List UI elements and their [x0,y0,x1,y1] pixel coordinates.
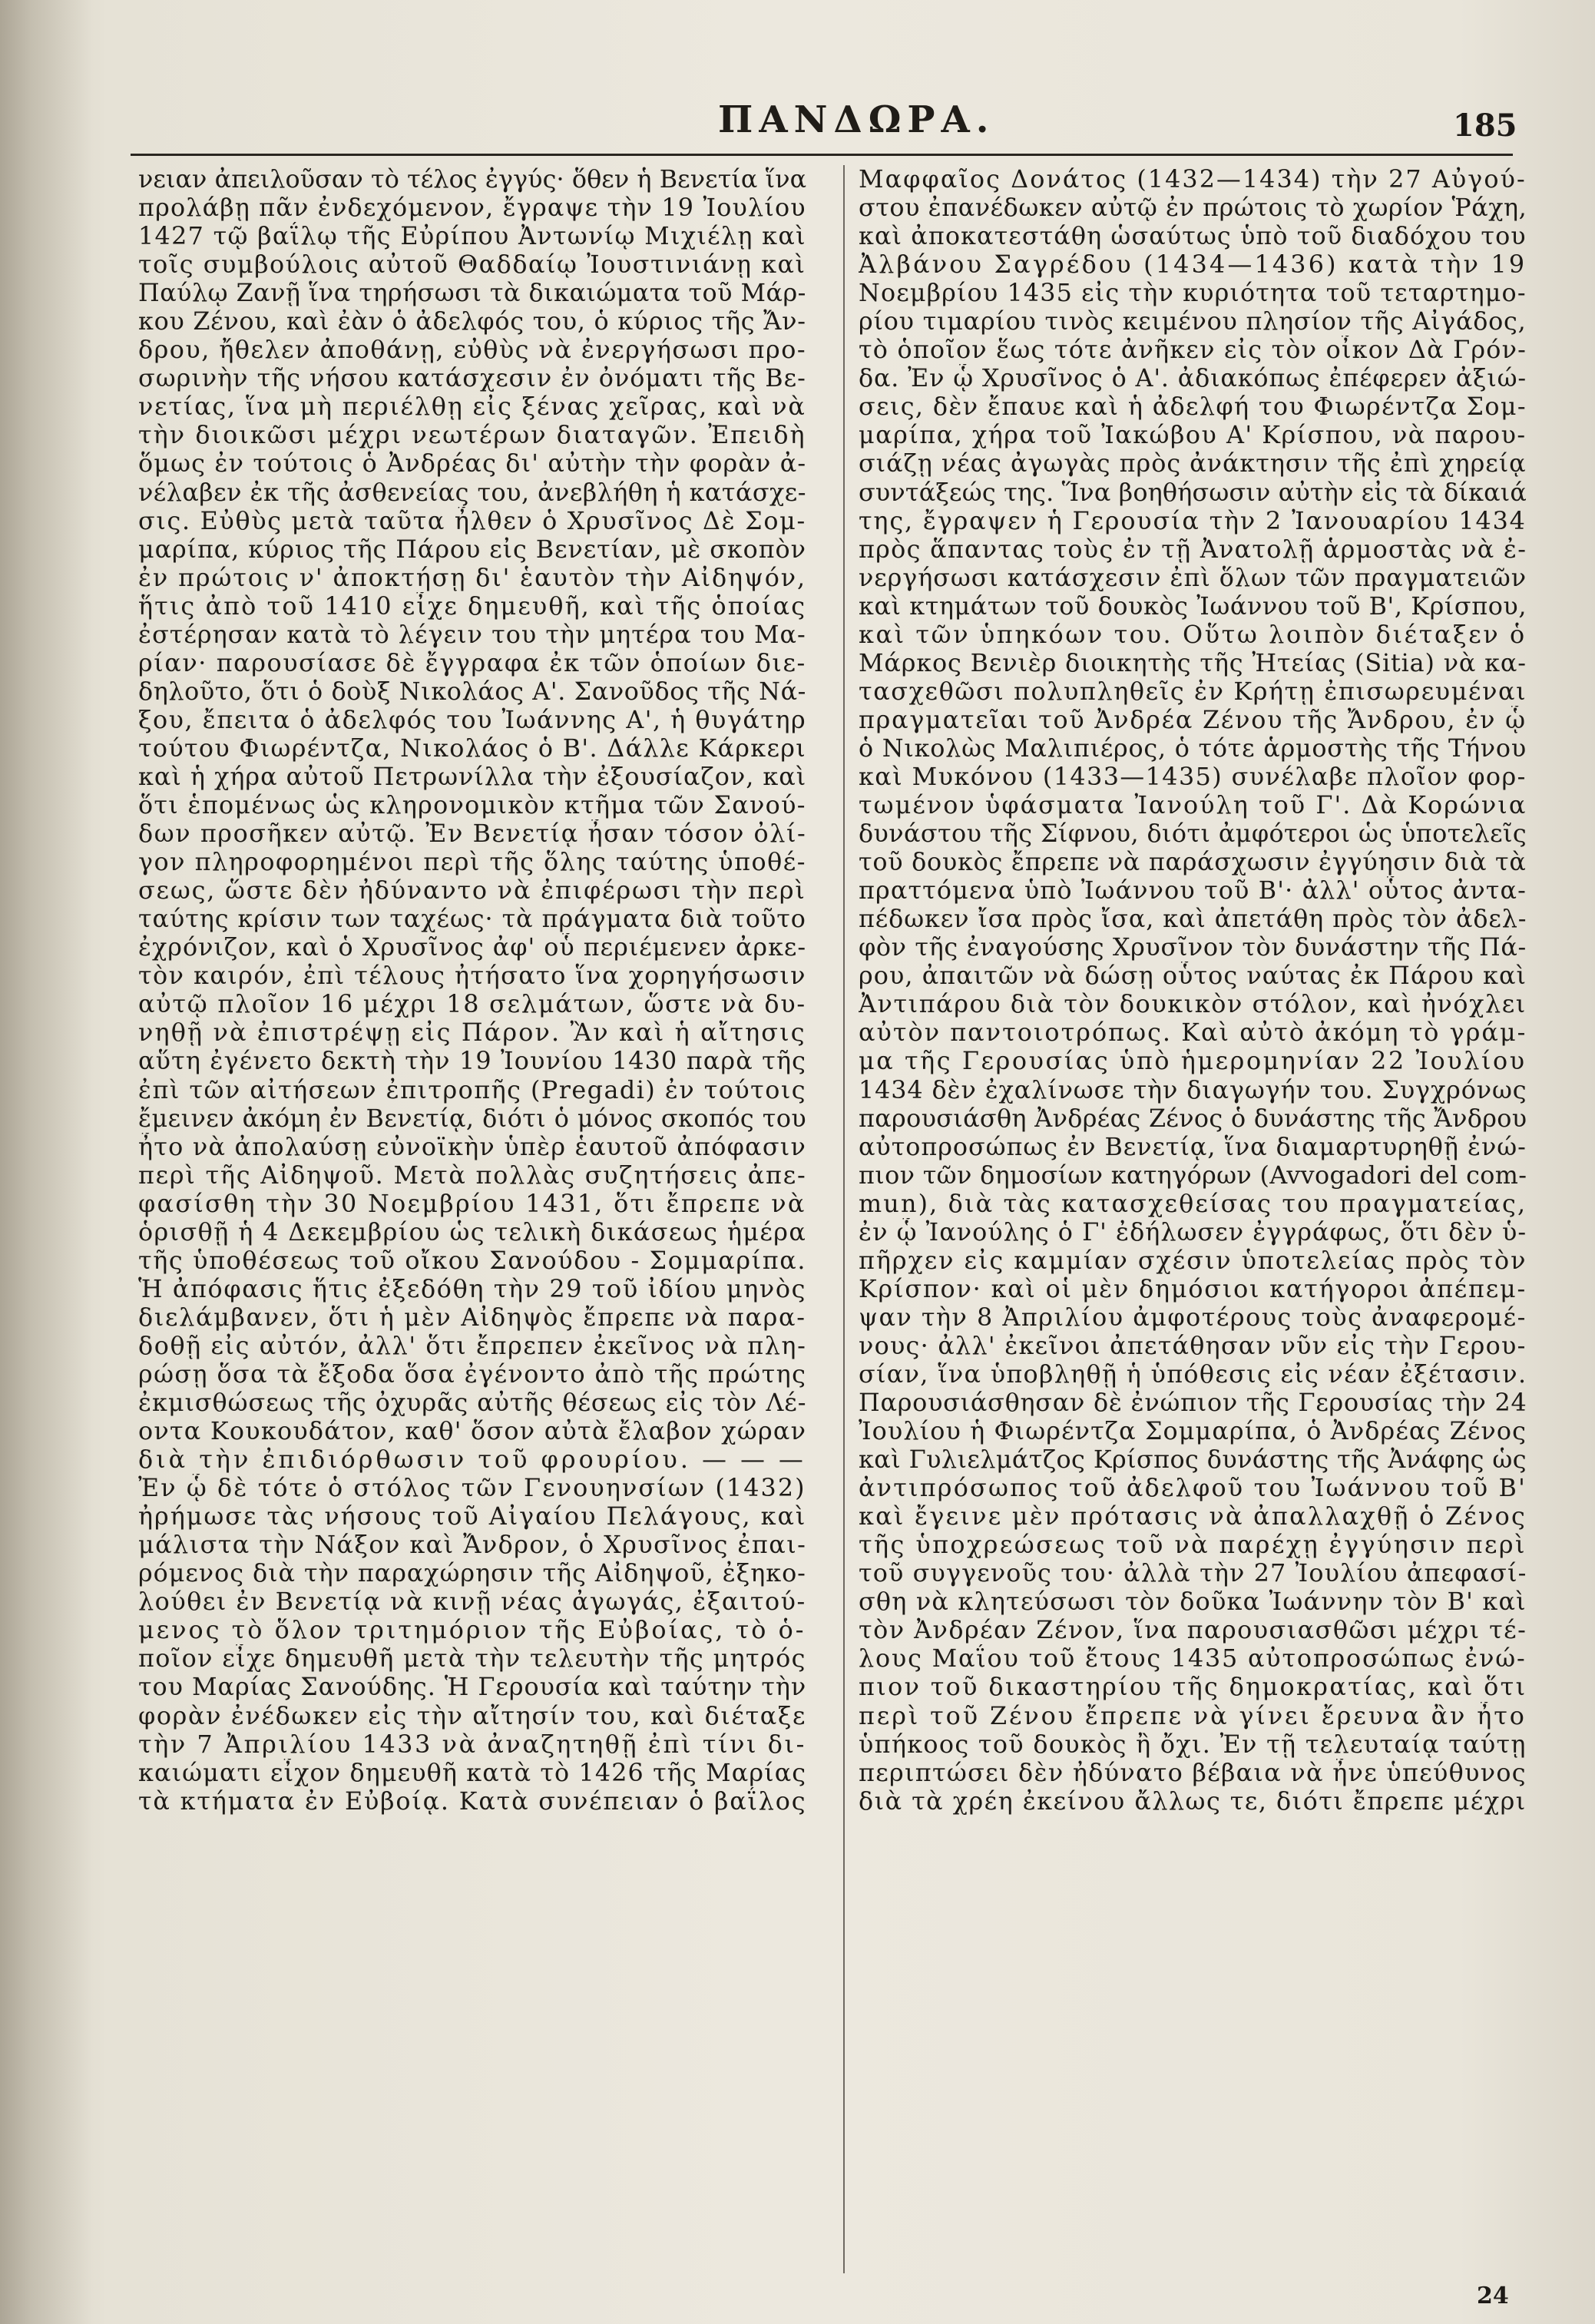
text-line: ρίαν· παρουσίασε δὲ ἔγγραφα ἐκ τῶν ὁποίων διε- [138,648,806,677]
text-line: ἐν πρώτοις ν' ἀποκτήσῃ δι' ἑαυτὸν τὴν Αἰδηψόν, [138,563,806,592]
text-line: Ἐν ᾧ δὲ τότε ὁ στόλος τῶν Γενουηνσίων (1432) [138,1474,806,1503]
text-line: τασχεθῶσι πολυπληθεῖς ἐν Κρήτῃ ἐπισωρευμέναι [859,677,1527,706]
text-line: Ἡ ἀπόφασις ἥτις ἐξεδόθη τὴν 29 τοῦ ἰδίου μηνὸς [138,1274,806,1303]
left-column [138,165,806,1816]
text-line: οντα Κουκουδάτον, καθ' ὅσον αὐτὰ ἔλαβον χώραν [138,1417,806,1446]
text-line: συντάξεώς της. Ἵνα βοηθήσωσιν αὐτὴν εἰς τὰ δίκαιά [859,478,1527,507]
text-line: περιπτώσει δὲν ἠδύνατο βέβαια νὰ ἦνε ὑπεύθυνος [859,1758,1527,1787]
text-line: ὁ Νικολὼς Μαλιπιέρος, ὁ τότε ἁρμοστὴς τῆς Τήνου [859,733,1527,763]
text-line: Ἀντιπάρου διὰ τὸν δουκικὸν στόλον, καὶ ἠνόχλει [859,990,1527,1019]
text-line: νειαν ἀπειλοῦσαν τὸ τέλος ἐγγύς· ὅθεν ἡ Βενετία ἵνα [138,165,806,194]
text-line: τοῦ συγγενοῦς του· ἀλλὰ τὴν 27 Ἰουλίου ἀπεφασί- [859,1559,1527,1588]
text-line: γον πληροφορημένοι περὶ τῆς ὅλης ταύτης ὑποθέ- [138,848,806,877]
text-line: προλάβῃ πᾶν ἐνδεχόμενον, ἔγραψε τὴν 19 Ἰουλίου [138,194,806,223]
text-line: ἐχρόνιζον, καὶ ὁ Χρυσῖνος ἀφ' οὗ περιέμενεν ἀρκε- [138,933,806,962]
text-line: καὶ τῶν ὑπηκόων του. Οὕτω λοιπὸν διέταξεν ὁ [859,620,1527,649]
text-line: καὶ ἡ χήρα αὐτοῦ Πετρωνίλλα τὴν ἐξουσίαζον, καὶ [138,762,806,791]
text-line: σιάζῃ νέας ἀγωγὰς πρὸς ἀνάκτησιν τῆς ἐπὶ χηρείᾳ [859,449,1527,478]
text-line: λους Μαΐου τοῦ ἔτους 1435 αὐτοπροσώπως ἐνώ- [859,1644,1527,1673]
text-line: αὕτη ἐγένετο δεκτὴ τὴν 19 Ἰουνίου 1430 παρὰ τῆς [138,1047,806,1076]
text-line: τῆς ὑποθέσεως τοῦ οἴκου Σανούδου - Σομμαρίπα. [138,1246,806,1275]
text-line: τὴν διοικῶσι μέχρι νεωτέρων διαταγῶν. Ἐπειδὴ [138,421,806,450]
text-line: ρου, ἀπαιτῶν νὰ δώσῃ οὗτος ναύτας ἐκ Πάρου καὶ [859,962,1527,991]
text-line: τὰ κτήματα ἐν Εὐβοίᾳ. Κατὰ συνέπειαν ὁ βαΐλος [138,1786,806,1816]
text-line: ρίου τιμαρίου τινὸς κειμένου πλησίον τῆς Αἰγάδος, [859,307,1527,336]
text-line: ὁρισθῇ ἡ 4 Δεκεμβρίου ὡς τελικὴ δικάσεως ἡμέρα [138,1217,806,1246]
text-line: στου ἐπανέδωκεν αὐτῷ ἐν πρώτοις τὸ χωρίον Ῥάχη, [859,194,1527,223]
text-line: ταύτης κρίσιν των ταχέως· τὰ πράγματα διὰ τοῦτο [138,905,806,934]
text-line: φασίσθη τὴν 30 Νοεμβρίου 1431, ὅτι ἔπρεπε νὰ [138,1189,806,1218]
text-line: τὸν Ἀνδρέαν Ζένον, ἵνα παρουσιασθῶσι μέχρι τέ- [859,1616,1527,1645]
text-line: σίαν, ἵνα ὑποβληθῇ ἡ ὑπόθεσις εἰς νέαν ἐξέτασιν. [859,1359,1527,1389]
text-line: τούτου Φιωρέντζα, Νικολάος ὁ Β'. Δάλλε Κάρκερι [138,733,806,763]
text-line: φὸν τῆς ἐναγούσης Χρυσῖνον τὸν δυνάστην τῆς Πά- [859,933,1527,962]
text-line: καιώματι εἶχον δημευθῆ κατὰ τὸ 1426 τῆς Μαρίας [138,1758,806,1787]
text-line: τοῦ δουκὸς ἔπρεπε νὰ παράσχωσιν ἐγγύησιν διὰ τὰ [859,848,1527,877]
text-line: καὶ Γυλιελμάτζος Κρίσπος δυνάστης τῆς Ἀνάφης ὡς [859,1445,1527,1475]
text-line: Παύλῳ Ζανῇ ἵνα τηρήσωσι τὰ δικαιώματα τοῦ Μάρ- [138,279,806,308]
page-number: 185 [1453,108,1517,144]
text-line: σεις, δὲν ἔπαυε καὶ ἡ ἀδελφή του Φιωρέντζα Σομ- [859,392,1527,422]
text-line: ἠρήμωσε τὰς νήσους τοῦ Αἰγαίου Πελάγους, καὶ [138,1502,806,1531]
text-line: πῆρχεν εἰς καμμίαν σχέσιν ὑποτελείας πρὸς τὸν [859,1246,1527,1275]
text-line: Παρουσιάσθησαν δὲ ἐνώπιον τῆς Γερουσίας τὴν 24 [859,1389,1527,1418]
text-line: τωμένον ὑφάσματα Ἰανούλη τοῦ Γ'. Δὰ Κορώνια [859,791,1527,820]
text-line: Μαφφαῖος Δονάτος (1432—1434) τὴν 27 Αὐγού- [859,165,1527,194]
text-line: ἐπὶ τῶν αἰτήσεων ἐπιτροπῆς (Pregadi) ἐν τούτοις [138,1075,806,1104]
text-line: μάλιστα τὴν Νάξον καὶ Ἄνδρον, ὁ Χρυσῖνος ἐπαι- [138,1531,806,1560]
text-line: τὸν καιρόν, ἐπὶ τέλους ἠτήσατο ἵνα χορηγήσωσιν [138,962,806,991]
text-line: ρόμενος διὰ τὴν παραχώρησιν τῆς Αἰδηψοῦ, ἐξηκο- [138,1559,806,1588]
text-line: ξου, ἔπειτα ὁ ἀδελφός του Ἰωάννης Α', ἡ θυγάτηρ [138,705,806,734]
text-line: καὶ ἀποκατεστάθη ὡσαύτως ὑπὸ τοῦ διαδόχου του [859,222,1527,251]
column-divider [843,165,845,2273]
text-line: mun), διὰ τὰς κατασχεθείσας του πραγματείας, [859,1189,1527,1218]
text-line: κου Ζένου, καὶ ἐὰν ὁ ἀδελφός του, ὁ κύριος τῆς Ἄν- [138,307,806,336]
text-line: καὶ Μυκόνου (1433—1435) συνέλαβε πλοῖον φορ- [859,762,1527,791]
text-line: της, ἔγραψεν ἡ Γερουσία τὴν 2 Ἰανουαρίου 1434 [859,506,1527,535]
text-line: ὅτι ἑπομένως ὡς κληρονομικὸν κτῆμα τῶν Σανού- [138,791,806,820]
text-line: αὐτὸν παντοιοτρόπως. Καὶ αὐτὸ ἀκόμη τὸ γράμ- [859,1018,1527,1048]
text-line: σις. Εὐθὺς μετὰ ταῦτα ἦλθεν ὁ Χρυσῖνος Δὲ Σομ- [138,506,806,535]
text-line: διὰ τὴν ἐπιδιόρθωσιν τοῦ φρουρίου. — — — [138,1445,806,1475]
text-line: μα τῆς Γερουσίας ὑπὸ ἡμερομηνίαν 22 Ἰουλίου [859,1047,1527,1076]
text-line: μαρίπα, κύριος τῆς Πάρου εἰς Βενετίαν, μὲ σκοπὸν [138,535,806,564]
text-line: δυνάστου τῆς Σίφνου, διότι ἀμφότεροι ὡς ὑποτελεῖς [859,819,1527,849]
text-line: τὸ ὁποῖον ἕως τότε ἀνῆκεν εἰς τὸν οἶκον Δὰ Γρόν- [859,336,1527,365]
text-line: δοθῇ εἰς αὐτόν, ἀλλ' ὅτι ἔπρεπεν ἐκεῖνος νὰ πλη- [138,1331,806,1360]
text-line: νηθῇ νὰ ἐπιστρέψῃ εἰς Πάρον. Ἂν καὶ ἡ αἴτησις [138,1018,806,1048]
text-line: δων προσῆκεν αὐτῷ. Ἐν Βενετίᾳ ἦσαν τόσον ὀλί- [138,819,806,849]
text-line: τὴν 7 Ἀπριλίου 1433 νὰ ἀναζητηθῇ ἐπὶ τίνι δι- [138,1730,806,1759]
text-line: πιον τοῦ δικαστηρίου τῆς δημοκρατίας, καὶ ὅτι [859,1673,1527,1702]
running-title: ΠΑΝΔΩΡΑ. [718,98,995,141]
text-line: πέδωκεν ἴσα πρὸς ἴσα, καὶ ἀπετάθη πρὸς τὸν ἀδελ- [859,905,1527,934]
text-line: αὐτοπροσώπως ἐν Βενετίᾳ, ἵνα διαμαρτυρηθῇ ἐνώ- [859,1132,1527,1161]
signature-mark: 24 [1477,2283,1509,2309]
text-line: παρουσιάσθη Ἀνδρέας Ζένος ὁ δυνάστης τῆς Ἄνδρου [859,1104,1527,1133]
text-line: ρώσῃ ὅσα τὰ ἔξοδα ὅσα ἐγένοντο ἀπὸ τῆς πρώτης [138,1359,806,1389]
text-line: του Μαρίας Σανούδης. Ἡ Γερουσία καὶ ταύτην τὴν [138,1673,806,1702]
text-line: περὶ τῆς Αἰδηψοῦ. Μετὰ πολλὰς συζητήσεις ἀπε- [138,1160,806,1190]
text-line: δρου, ἤθελεν ἀποθάνῃ, εὐθὺς νὰ ἐνεργήσωσι προ- [138,336,806,365]
text-line: μενος τὸ ὅλον τριτημόριον τῆς Εὐβοίας, τὸ ὁ- [138,1616,806,1645]
text-line: σωρινὴν τῆς νήσου κατάσχεσιν ἐν ὀνόματι τῆς Βε- [138,364,806,393]
text-line: Κρίσπον· καὶ οἱ μὲν δημόσιοι κατήγοροι ἀπέπεμ- [859,1274,1527,1303]
right-column [859,165,1527,1816]
text-line: 1434 δὲν ἐχαλίνωσε τὴν διαγωγήν του. Συγχρόνως [859,1075,1527,1104]
text-line: ὅμως ἐν τούτοις ὁ Ἀνδρέας δι' αὐτὴν τὴν φορὰν ἀ- [138,449,806,478]
text-line: καὶ ἔγεινε μὲν πρότασις νὰ ἀπαλλαχθῇ ὁ Ζένος [859,1502,1527,1531]
header-rule [131,154,1513,156]
text-line: φορὰν ἐνέδωκεν εἰς τὴν αἴτησίν του, καὶ διέταξε [138,1701,806,1730]
text-line: δα. Ἐν ᾧ Χρυσῖνος ὁ Α'. ἀδιακόπως ἐπέφερεν ἀξιώ- [859,364,1527,393]
text-line: διελάμβανεν, ὅτι ἡ μὲν Αἰδηψὸς ἔπρεπε νὰ παρα- [138,1303,806,1332]
text-line: πραγματεῖαι τοῦ Ἀνδρέα Ζένου τῆς Ἄνδρου, ἐν ᾧ [859,705,1527,734]
text-line: ἀντιπρόσωπος τοῦ ἀδελφοῦ του Ἰωάννου τοῦ Β' [859,1474,1527,1503]
text-line: ὑπήκοος τοῦ δουκὸς ἢ ὄχι. Ἐν τῇ τελευταίᾳ ταύτῃ [859,1730,1527,1759]
text-line: Μάρκος Βενιὲρ διοικητὴς τῆς Ἠτείας (Sitia) νὰ κα- [859,648,1527,677]
text-line: ἐκμισθώσεως τῆς ὀχυρᾶς αὐτῆς θέσεως εἰς τὸν Λέ- [138,1389,806,1418]
text-line: 1427 τῷ βαΐλῳ τῆς Εὐρίπου Ἀντωνίῳ Μιχιέλῃ καὶ [138,222,806,251]
text-line: λούθει ἐν Βενετίᾳ νὰ κινῇ νέας ἀγωγάς, ἐξαιτού- [138,1587,806,1617]
text-line: ἐστέρησαν κατὰ τὸ λέγειν του τὴν μητέρα του Μα- [138,620,806,649]
text-line: νετίας, ἵνα μὴ περιέλθῃ εἰς ξένας χεῖρας, καὶ νὰ [138,392,806,422]
text-line: καὶ κτημάτων τοῦ δουκὸς Ἰωάννου τοῦ Β', Κρίσπου, [859,591,1527,621]
text-line: τοῖς συμβούλοις αὐτοῦ Θαδδαίῳ Ἰουστινιάνῃ καὶ [138,250,806,280]
text-line: πραττόμενα ὑπὸ Ἰωάννου τοῦ Β'· ἀλλ' οὗτος ἀντα- [859,876,1527,905]
text-line: ἔμεινεν ἀκόμη ἐν Βενετίᾳ, διότι ὁ μόνος σκοπός του [138,1104,806,1133]
text-line: πρὸς ἅπαντας τοὺς ἐν τῇ Ἀνατολῇ ἁρμοστὰς νὰ ἐ- [859,535,1527,564]
text-line: νέλαβεν ἐκ τῆς ἀσθενείας του, ἀνεβλήθη ἡ κατάσχε- [138,478,806,507]
text-line: ποῖον εἶχε δημευθῆ μετὰ τὴν τελευτὴν τῆς μητρός [138,1644,806,1673]
text-line: Νοεμβρίου 1435 εἰς τὴν κυριότητα τοῦ τεταρτημο- [859,279,1527,308]
text-line: μαρίπα, χήρα τοῦ Ἰακώβου Α' Κρίσπου, νὰ παρου- [859,421,1527,450]
text-line: διὰ τὰ χρέη ἐκείνου ἄλλως τε, διότι ἔπρεπε μέχρι [859,1786,1527,1816]
text-line: ἦτο νὰ ἀπολαύσῃ εὐνοϊκὴν ὑπὲρ ἑαυτοῦ ἀπόφασιν [138,1132,806,1161]
text-line: περὶ τοῦ Ζένου ἔπρεπε νὰ γίνει ἔρευνα ἂν ἦτο [859,1701,1527,1730]
text-line: δηλοῦτο, ὅτι ὁ δοὺξ Νικολάος Α'. Σανοῦδος τῆς Νά- [138,677,806,706]
text-line: ψαν τὴν 8 Ἀπριλίου ἀμφοτέρους τοὺς ἀναφερομέ- [859,1303,1527,1332]
text-line: ἐν ᾧ Ἰανούλης ὁ Γ' ἐδήλωσεν ἐγγράφως, ὅτι δὲν ὑ- [859,1217,1527,1246]
text-line: Ἀλβάνου Σαγρέδου (1434—1436) κατὰ τὴν 19 [859,250,1527,280]
text-line: αὐτῷ πλοῖον 16 μέχρι 18 σελμάτων, ὥστε νὰ δυ- [138,990,806,1019]
text-line: Ἰουλίου ἡ Φιωρέντζα Σομμαρίπα, ὁ Ἀνδρέας Ζένος [859,1417,1527,1446]
text-line: τῆς ὑποχρεώσεως τοῦ νὰ παρέχῃ ἐγγύησιν περὶ [859,1531,1527,1560]
text-line: σεως, ὥστε δὲν ἠδύναντο νὰ ἐπιφέρωσι τὴν περὶ [138,876,806,905]
text-line: πιον τῶν δημοσίων κατηγόρων (Avvogadori del com- [859,1160,1527,1190]
text-line: σθη νὰ κλητεύσωσι τὸν δοῦκα Ἰωάννην τὸν Β' καὶ [859,1587,1527,1617]
text-line: ἥτις ἀπὸ τοῦ 1410 εἶχε δημευθῆ, καὶ τῆς ὁποίας [138,591,806,621]
spine-shadow [0,0,92,2324]
text-line: νους· ἀλλ' ἐκεῖνοι ἀπετάθησαν νῦν εἰς τὴν Γερου- [859,1331,1527,1360]
text-line: νεργήσωσι κατάσχεσιν ἐπὶ ὅλων τῶν πραγματειῶν [859,563,1527,592]
